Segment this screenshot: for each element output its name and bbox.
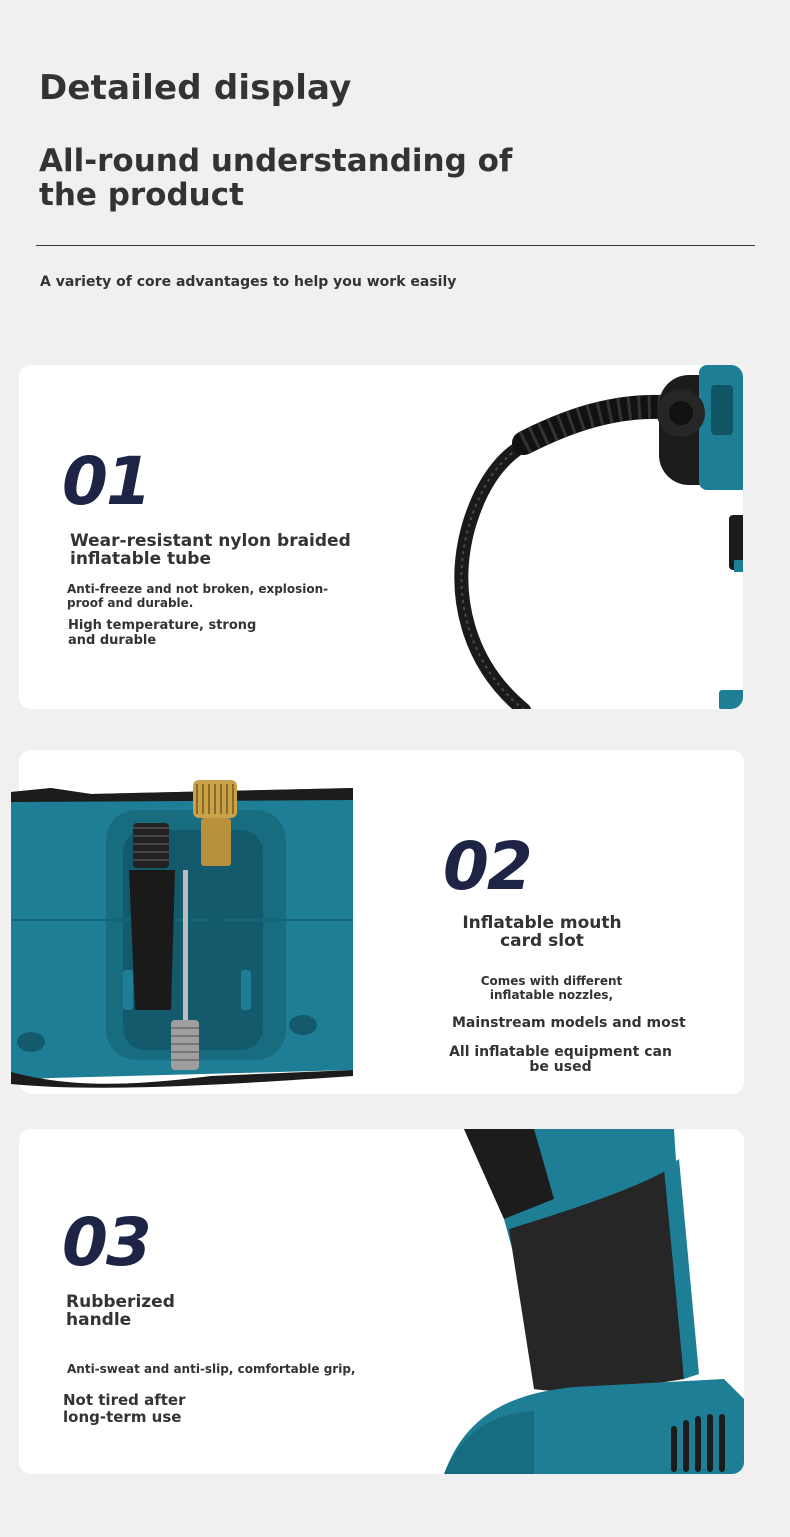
feature-desc: Not tired after long-term use	[63, 1391, 186, 1426]
feature-desc: All inflatable equipment can be used	[449, 1044, 672, 1075]
feature-title: Inflatable mouth card slot	[462, 913, 622, 951]
feature-desc: Anti-freeze and not broken, explosion-proof and durable.	[67, 582, 329, 610]
hose-photo-icon	[429, 365, 743, 709]
feature-title: Wear-resistant nylon braided inflatable tube	[70, 531, 351, 569]
feature-desc: Anti-sweat and anti-slip, comfortable grip,	[67, 1362, 356, 1376]
nozzle-slot-photo-icon	[11, 780, 353, 1090]
feature-title: Rubberized handle	[66, 1292, 175, 1330]
tagline: A variety of core advantages to help you work easily	[40, 274, 457, 290]
feature-desc: Mainstream models and most	[452, 1015, 686, 1031]
divider	[36, 245, 755, 246]
feature-card-01	[19, 365, 743, 709]
page-title: Detailed display	[39, 68, 352, 108]
feature-number: 01	[62, 443, 150, 520]
handle-photo-icon	[424, 1129, 744, 1474]
feature-desc: High temperature, strong and durable	[68, 618, 257, 648]
page-subtitle: All-round understanding of the product	[39, 143, 513, 213]
feature-number: 02	[443, 828, 531, 905]
feature-number: 03	[62, 1204, 150, 1281]
feature-card-03	[19, 1129, 744, 1474]
feature-desc: Comes with different inflatable nozzles,	[480, 974, 623, 1002]
